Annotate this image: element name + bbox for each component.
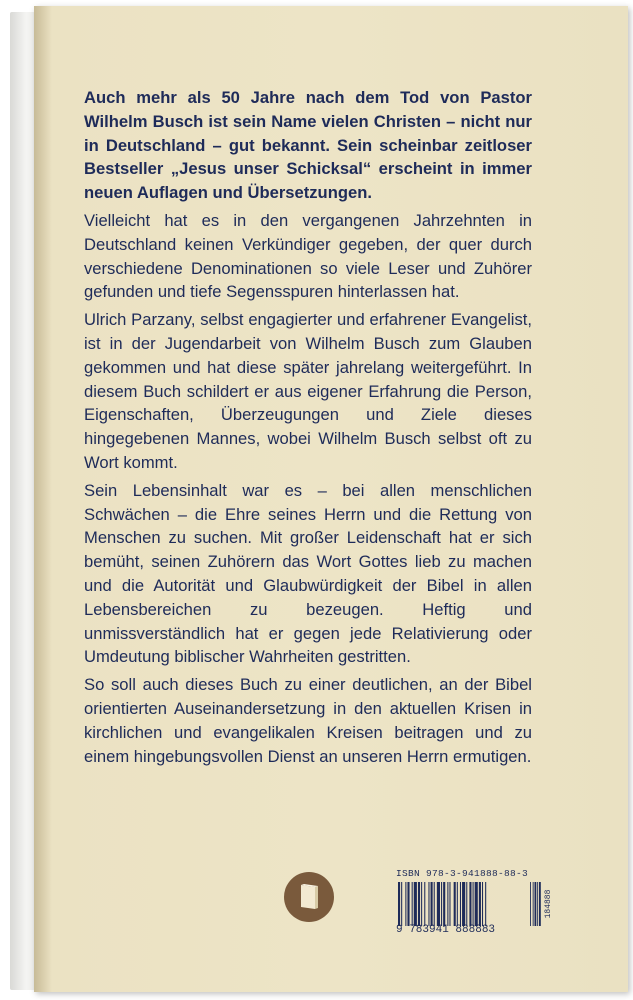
barcode-bar [447, 882, 448, 926]
barcode-bar [412, 882, 413, 926]
publisher-logo [284, 872, 334, 922]
barcode-bar [407, 882, 409, 926]
barcode-bar [462, 882, 465, 926]
barcode-digits: 9 783941 888883 [396, 924, 496, 936]
blurb-lead: Auch mehr als 50 Jahre nach dem Tod von Pastor Wilhelm Busch ist sein Name vielen Christen – nicht nur in Deutschland – gut bekannt. Sein scheinbar zeitloser Bestseller „Jesus unser Schicksal“ erscheint in immer neuen Auflagen und Übersetzungen. [84, 88, 532, 203]
barcode-addon-bar [537, 882, 538, 926]
barcode-bar [434, 882, 435, 926]
barcode-addon-bar [539, 882, 541, 926]
blurb-paragraph-3: Sein Lebensinhalt war es – bei allen menschlichen Schwächen – die Ehre seines Herrn und die Rettung von Menschen zu suchen. Mit großer Leidenschaft hat er sich bemüht, seinen Zuhörern das Wort Gottes lieb zu machen und die Autorität und Glaubwürdigkeit der Bibel in allen Lebensbereichen zu bezeugen. Heftig und unmissverständlich hat er gegen jede Relativierung oder Umdeutung biblischer Wahrheiten gestritten. [84, 480, 532, 667]
barcode-bar [443, 882, 445, 926]
barcode-bar [398, 882, 400, 926]
isbn-barcode [396, 868, 554, 938]
barcode-addon-bars [530, 882, 552, 926]
barcode-bar [473, 882, 474, 926]
barcode-addon-digits: 184888 [544, 889, 553, 919]
spine-shadow [34, 6, 52, 992]
barcode-bar [466, 882, 467, 926]
blurb-paragraph-4: So soll auch dieses Buch zu einer deutlichen, an der Bibel orientierten Auseinandersetzung in den aktuellen Krisen in kirchlichen und evangelikalen Kreisen beitragen und zu einem hingebungsvollen Dienst an unseren Herrn ermutigen. [84, 675, 532, 766]
barcode-bar [441, 882, 442, 926]
barcode-bar [424, 882, 425, 926]
barcode-addon-bar [533, 882, 534, 926]
barcode-bar [431, 882, 433, 926]
barcode-bar [421, 882, 422, 926]
blurb-text [84, 86, 532, 772]
barcode-bar [475, 882, 478, 926]
barcode-bar [401, 882, 402, 926]
barcode-addon-bar [535, 882, 537, 926]
barcode-bar [428, 882, 429, 926]
barcode-bar [485, 882, 486, 926]
barcode-bar [457, 882, 458, 926]
barcode-bar [437, 882, 440, 926]
isbn-label: ISBN 978-3-941888-88-3 [396, 868, 529, 879]
book-icon [296, 882, 322, 912]
blurb-paragraph-1: Vielleicht hat es in den vergangenen Jahrzehnten in Deutschland keinen Verkündiger gegeben, der quer durch verschiedene Denominationen so viele Leser und Zuhörer gefunden und tiefe Segensspuren hinterlassen hat. [84, 210, 532, 302]
barcode-addon-bar [530, 882, 531, 926]
barcode-bar [482, 882, 483, 926]
barcode-bar [405, 882, 406, 926]
barcode-bar [479, 882, 481, 926]
barcode-bar [469, 882, 471, 926]
barcode-bars [396, 882, 524, 926]
barcode-bar [454, 882, 456, 926]
blurb-paragraph-2: Ulrich Parzany, selbst engagierter und erfahrener Evangelist, ist in der Jugendarbeit von Wilhelm Busch zum Glauben gekommen und hat diese später jahrelang weitergeführt. In diesem Buch schildert er aus eigener Erfahrung die Person, Eigenschaften, Überzeugungen und Ziele dieses hingegebenen Mannes, wobei Wilhelm Busch selbst oft zu Wort kommt. [84, 310, 532, 472]
barcode-bar [449, 882, 450, 926]
barcode-bar [460, 882, 461, 926]
barcode-bar [418, 882, 420, 926]
barcode-bar [414, 882, 417, 926]
